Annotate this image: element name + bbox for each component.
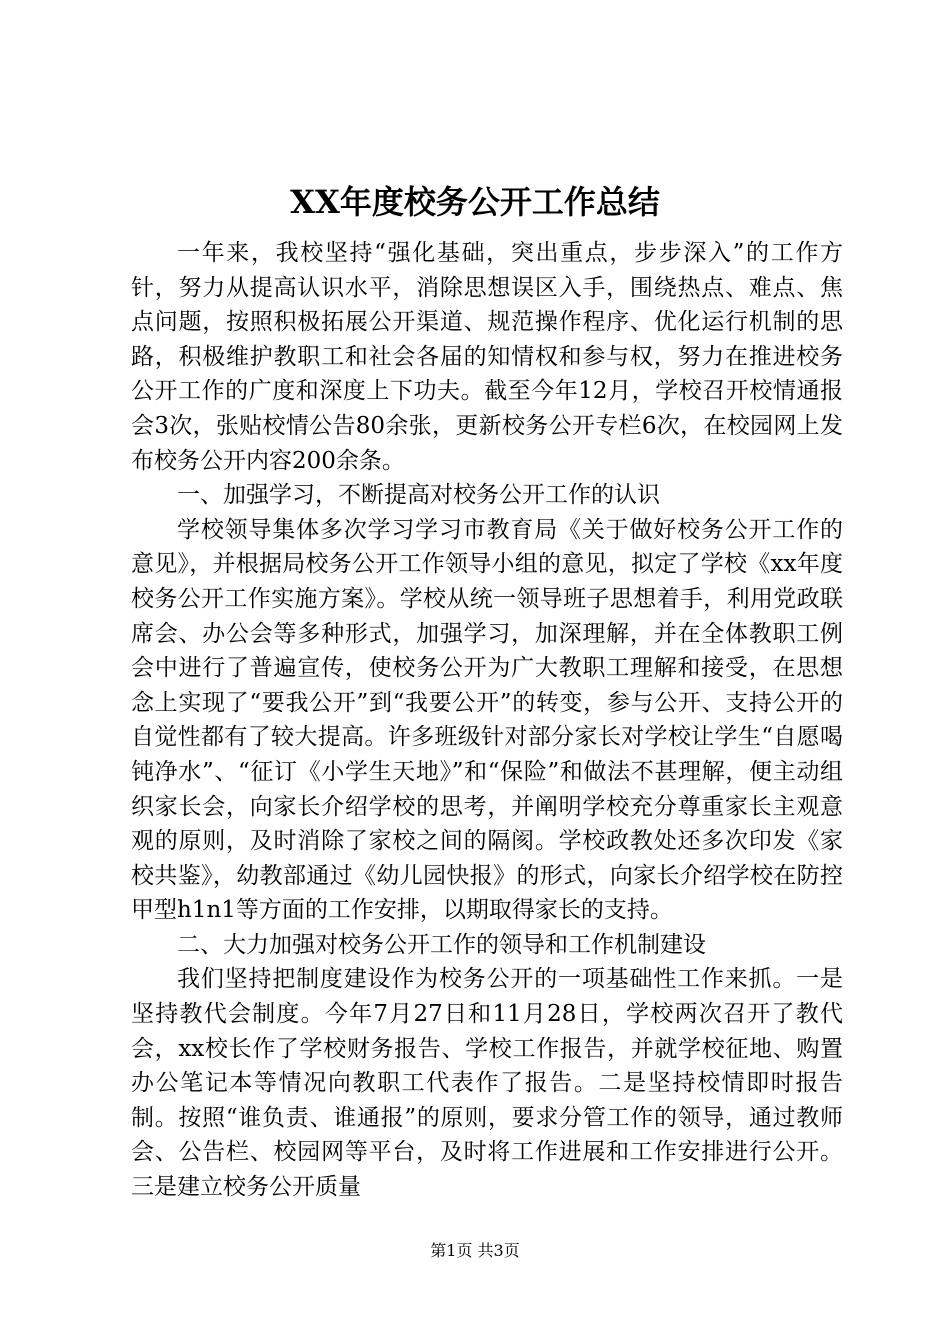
section-heading-1: 一、加强学习，不断提高对校务公开工作的认识 [177, 482, 660, 509]
paragraph-section-1: 学校领导集体多次学习学习市教育局《关于做好校务公开工作的意见》，并根据局校务公开工作领导小组的意见，拟定了学校《xx年度校务公开工作实施方案》。学校从统一领导班子思想着手，利用党政联席会、办公会等多种形式，加强学习，加深理解，并在全体教职工例会中进行了普遍宣传，使校务公开为广大教职工理解和接受，在思想念上实现了“要我公开”到“我要公开”的转变，参与公开、支持公开的自觉性都有了较大提高。许多班级针对部分家长对学校让学生“自愿喝钝净水”、“征订《小学生天地》”和“保险”和做法不甚理解，便主动组织家长会，向家长介绍学校的思考，并阐明学校充分尊重家长主观意观的原则，及时消除了家校之间的隔阂。学校政教处还多次印发《家校共鉴》，幼教部通过《幼儿园快报》的形式，向家长介绍学校在防控甲型h1n1等方面的工作安排，以期取得家长的支持。 [131, 516, 843, 924]
page-footer: 第1页 共3页 [430, 1241, 520, 1260]
paragraph-intro: 一年来，我校坚持“强化基础，突出重点，步步深入”的工作方针，努力从提高认识水平，消除思想误区入手，围绕热点、难点、焦点问题，按照积极拓展公开渠道、规范操作程序、优化运行机制的思路，积极维护教职工和社会各届的知情权和参与权，努力在推进校务公开工作的广度和深度上下功夫。截至今年12月，学校召开校情通报会3次，张贴校情公告80余张，更新校务公开专栏6次，在校园网上发布校务公开内容200余条。 [131, 240, 843, 474]
paragraph-section-2: 我们坚持把制度建设作为校务公开的一项基础性工作来抓。一是坚持教代会制度。今年7月27日和11月28日，学校两次召开了教代会，xx校长作了学校财务报告、学校工作报告，并就学校征地、购置办公笔记本等情况向教职工代表作了报告。二是坚持校情即时报告制。按照“谁负责、谁通报”的原则，要求分管工作的领导，通过教师会、公告栏、校园网等平台，及时将工作进展和工作安排进行公开。三是建立校务公开质量 [131, 966, 843, 1201]
document-body [131, 236, 843, 1205]
section-heading-2: 二、大力加强对校务公开工作的领导和工作机制建设 [177, 931, 706, 958]
document-title: XX年度校务公开工作总结 [290, 183, 660, 221]
